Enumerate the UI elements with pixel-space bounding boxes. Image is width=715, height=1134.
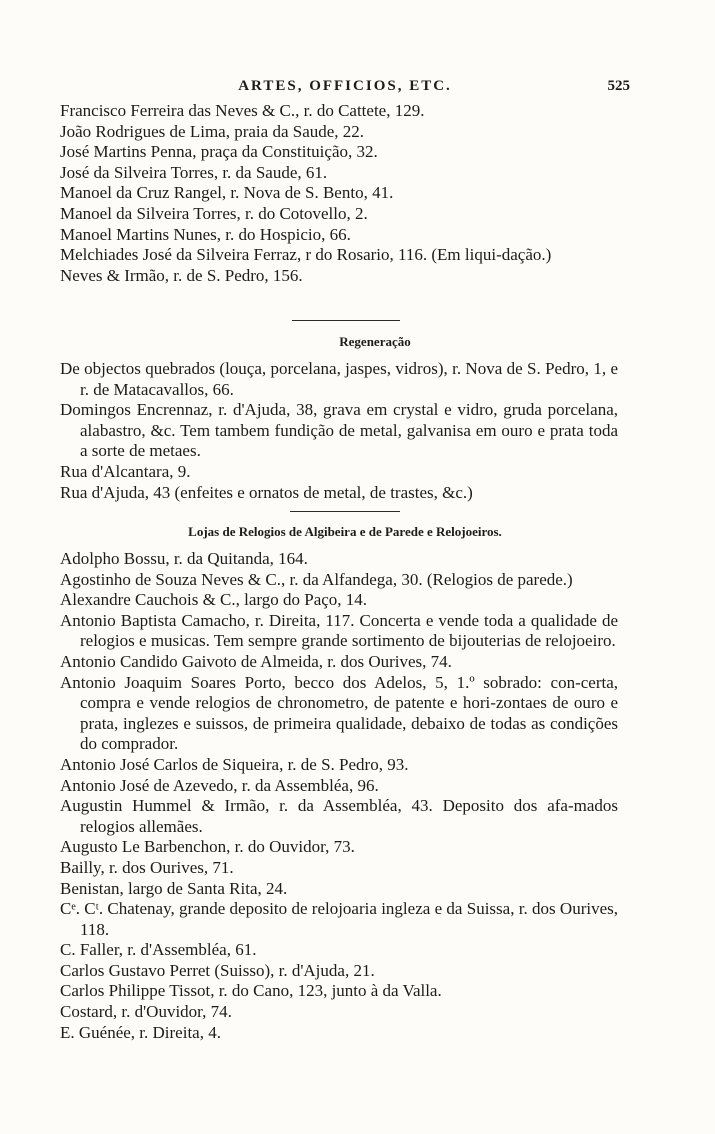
directory-entry: Antonio Joaquim Soares Porto, becco dos Adelos, 5, 1.º sobrado: con-certa, compra e vende relogios de chronometro, de patente e hori-zontaes de ouro e prata, inglezes e suissos, de primeira qualidade, debaixo de todas as condições do comprador. bbox=[60, 672, 618, 754]
directory-entry: Carlos Philippe Tissot, r. do Cano, 123, junto à da Valla. bbox=[60, 981, 442, 1001]
section-regeneracao bbox=[60, 359, 618, 503]
directory-entry: Antonio Baptista Camacho, r. Direita, 117. Concerta e vende toda a qualidade de relogios e musicas. Tem sempre grande sortimento de bijouterias de relojoeiro. bbox=[60, 610, 618, 651]
directory-entry: Augustin Hummel & Irmão, r. da Assembléa, 43. Deposito dos afa-mados relogios allemães. bbox=[60, 796, 618, 836]
directory-entry: E. Guénée, r. Direita, 4. bbox=[60, 1022, 221, 1042]
directory-entry: José da Silveira Torres, r. da Saude, 61. bbox=[60, 162, 328, 182]
directory-entry: Domingos Encrennaz, r. d'Ajuda, 38, grava em crystal e vidro, gruda porcelana, alabastro, &c. Tem tambem fundição de metal, galvanisa em ouro e prata toda a sorte de metaes. bbox=[60, 400, 618, 461]
directory-entry: Benistan, largo de Santa Rita, 24. bbox=[60, 878, 288, 898]
directory-entry: Francisco Ferreira das Neves & C., r. do Cattete, 129. bbox=[60, 101, 425, 120]
directory-entry: Melchiades José da Silveira Ferraz, r do Rosario, 116. (Em liqui-dação.) bbox=[60, 245, 552, 265]
directory-entry: Agostinho de Souza Neves & C., r. da Alfandega, 30. (Relogios de parede.) bbox=[60, 569, 573, 589]
directory-entry: Carlos Gustavo Perret (Suisso), r. d'Ajuda, 21. bbox=[60, 960, 375, 980]
directory-entry: Manoel Martins Nunes, r. do Hospicio, 66. bbox=[60, 224, 351, 244]
running-head bbox=[60, 78, 630, 98]
directory-entry: Neves & Irmão, r. de S. Pedro, 156. bbox=[60, 265, 303, 285]
directory-entry: Manoel da Silveira Torres, r. do Cotovello, 2. bbox=[60, 203, 368, 223]
directory-entry: De objectos quebrados (louça, porcelana, jaspes, vidros), r. Nova de S. Pedro, 1, e r. de Matacavallos, 66. bbox=[60, 359, 618, 399]
page-number: 525 bbox=[607, 78, 630, 94]
directory-entry: Cᵉ. Cᵗ. Chatenay, grande deposito de relojoaria ingleza e da Suissa, r. dos Ourives, 118. bbox=[60, 899, 618, 939]
running-title: ARTES, OFFICIOS, ETC. bbox=[238, 78, 452, 94]
section-heading-relogios: Lojas de Relogios de Algibeira e de Parede e Relojoeiros. bbox=[188, 524, 502, 539]
directory-entry: Antonio José de Azevedo, r. da Assembléa, 96. bbox=[60, 775, 379, 795]
directory-entry: Augusto Le Barbenchon, r. do Ouvidor, 73. bbox=[60, 837, 355, 857]
directory-entry: Costard, r. d'Ouvidor, 74. bbox=[60, 1002, 232, 1022]
section-relogios bbox=[60, 549, 618, 1043]
directory-entry: Adolpho Bossu, r. da Quitanda, 164. bbox=[60, 549, 308, 568]
section-divider bbox=[292, 320, 400, 321]
directory-entry: Antonio Candido Gaivoto de Almeida, r. dos Ourives, 74. bbox=[60, 651, 452, 671]
directory-entry: João Rodrigues de Lima, praia da Saude, 22. bbox=[60, 121, 365, 141]
directory-entry: Manoel da Cruz Rangel, r. Nova de S. Bento, 41. bbox=[60, 183, 394, 203]
directory-entry: C. Faller, r. d'Assembléa, 61. bbox=[60, 940, 257, 960]
directory-entry: Antonio José Carlos de Siqueira, r. de S. Pedro, 93. bbox=[60, 754, 409, 774]
section-divider bbox=[290, 511, 400, 512]
directory-entry: Alexandre Cauchois & C., largo do Paço, 14. bbox=[60, 590, 368, 610]
directory-entry: Rua d'Alcantara, 9. bbox=[60, 461, 191, 481]
section-intro bbox=[60, 101, 618, 286]
directory-entry: Bailly, r. dos Ourives, 71. bbox=[60, 857, 234, 877]
section-heading-regeneracao: Regeneração bbox=[339, 334, 411, 349]
directory-entry: José Martins Penna, praça da Constituição, 32. bbox=[60, 142, 378, 162]
directory-entry: Rua d'Ajuda, 43 (enfeites e ornatos de metal, de trastes, &c.) bbox=[60, 482, 473, 502]
